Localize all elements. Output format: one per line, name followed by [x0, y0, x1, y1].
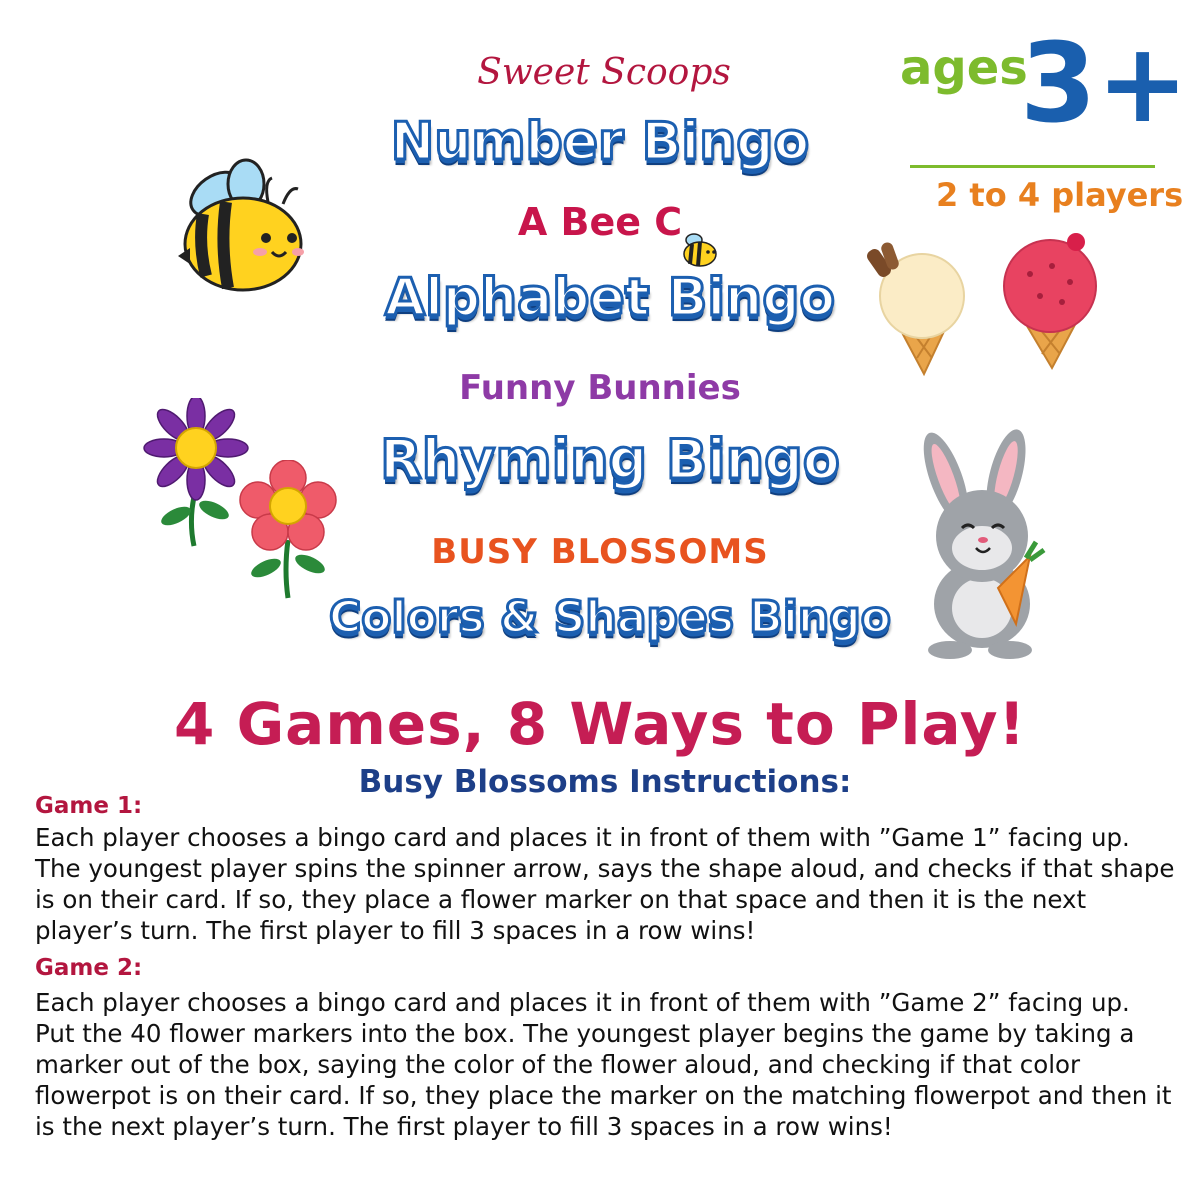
ages-divider [910, 165, 1155, 168]
sweet-scoops-subtitle: Sweet Scoops [477, 52, 731, 93]
red-flower-icon [236, 460, 346, 600]
headline: 4 Games, 8 Ways to Play! [174, 690, 1026, 758]
colors-shapes-bingo-title: Colors & Shapes Bingo [329, 592, 891, 643]
players-count: 2 to 4 players [936, 176, 1184, 214]
game2-heading: Game 2: [35, 955, 143, 981]
vanilla-ice-cream-icon [862, 238, 982, 378]
funny-bunnies-subtitle: Funny Bunnies [459, 368, 741, 408]
bunny-icon [898, 428, 1058, 660]
ages-value: 3+ [1020, 19, 1189, 147]
bee-icon [168, 156, 318, 306]
instructions-title: Busy Blossoms Instructions: [358, 764, 852, 800]
rhyming-bingo-title: Rhyming Bingo [380, 428, 840, 491]
small-bee-icon [678, 230, 722, 270]
busy-blossoms-subtitle: BUSY BLOSSOMS [431, 532, 769, 572]
game2-instructions: Each player chooses a bingo card and places it in front of them with ”Game 2” facing up. Put the 40 flower markers into the box. The youngest player begins the game by taking a marker out of the box, saying the color of the flower aloud, and checking if that color flowerpot is on their card. If so, they place the marker on the matching flowerpot and then it is the next player’s turn. The first player to fill 3 spaces in a row wins! [35, 988, 1172, 1141]
number-bingo-title: Number Bingo [390, 112, 810, 172]
strawberry-ice-cream-icon [990, 222, 1110, 372]
ages-label: ages [900, 40, 1028, 96]
a-bee-c-subtitle: A Bee C [517, 200, 683, 244]
alphabet-bingo-title: Alphabet Bingo [384, 268, 836, 328]
game1-instructions: Each player chooses a bingo card and places it in front of them with ”Game 1” facing up. The youngest player spins the spinner arrow, says the shape aloud, and checks if that shape is on their card. If so, they place a flower marker on that space and then it is the next player’s turn. The first player to fill 3 spaces in a row wins! [35, 823, 1175, 945]
game1-heading: Game 1: [35, 793, 143, 819]
